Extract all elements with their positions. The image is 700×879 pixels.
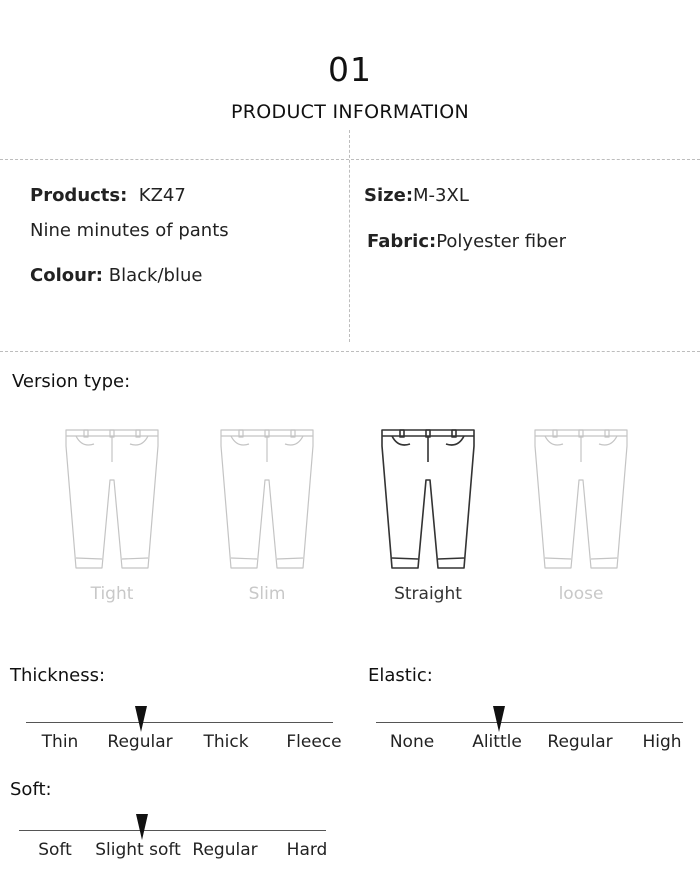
elastic-label: Elastic: <box>368 665 433 686</box>
pants-tight-icon <box>52 422 172 572</box>
soft-option-soft: Soft <box>38 840 72 860</box>
version-type-tight-label: Tight <box>90 584 134 604</box>
fabric-key: Fabric: <box>367 231 437 252</box>
products-key: Products: <box>30 185 128 206</box>
products-line <box>30 185 186 206</box>
soft-option-regular: Regular <box>192 840 258 860</box>
size-key: Size: <box>364 185 414 206</box>
soft-option-slight-soft: Slight soft <box>95 840 181 860</box>
version-type-slim-label: Slim <box>248 584 286 604</box>
fabric-value: Polyester fiber <box>436 231 567 252</box>
size-value: M-3XL <box>413 185 469 206</box>
thickness-option-fleece: Fleece <box>286 732 342 752</box>
pants-slim-icon <box>207 422 327 572</box>
elastic-scale-line <box>376 722 683 723</box>
pants-straight-icon <box>368 422 488 572</box>
colour-line <box>30 265 202 286</box>
colour-key: Colour: <box>30 265 104 286</box>
thickness-marker-icon <box>135 706 147 732</box>
info-center-divider <box>349 130 350 342</box>
thickness-label: Thickness: <box>10 665 106 686</box>
elastic-marker-icon <box>493 706 505 732</box>
elastic-option-regular: Regular <box>547 732 613 752</box>
section-number: 01 <box>328 50 372 89</box>
fabric-line <box>367 231 566 252</box>
soft-option-hard: Hard <box>286 840 328 860</box>
elastic-option-alittle: Alittle <box>472 732 522 752</box>
thickness-option-thick: Thick <box>203 732 249 752</box>
elastic-option-high: High <box>642 732 682 752</box>
elastic-option-none: None <box>389 732 435 752</box>
soft-label: Soft: <box>10 779 52 800</box>
products-value: KZ47 <box>138 185 186 206</box>
soft-scale-line <box>19 830 326 831</box>
thickness-option-regular: Regular <box>107 732 173 752</box>
thickness-option-thin: Thin <box>41 732 79 752</box>
product-description: Nine minutes of pants <box>30 220 229 241</box>
soft-marker-icon <box>136 814 148 840</box>
info-bottom-divider <box>0 351 700 352</box>
colour-value: Black/blue <box>108 265 203 286</box>
thickness-scale-line <box>26 722 333 723</box>
pants-loose-icon <box>521 422 641 572</box>
version-type-straight-label: Straight <box>394 584 462 604</box>
info-top-divider <box>0 159 700 160</box>
size-line <box>364 185 469 206</box>
version-type-label: Version type: <box>12 371 131 392</box>
version-type-loose-label: loose <box>558 584 604 604</box>
section-title: PRODUCT INFORMATION <box>231 101 469 123</box>
